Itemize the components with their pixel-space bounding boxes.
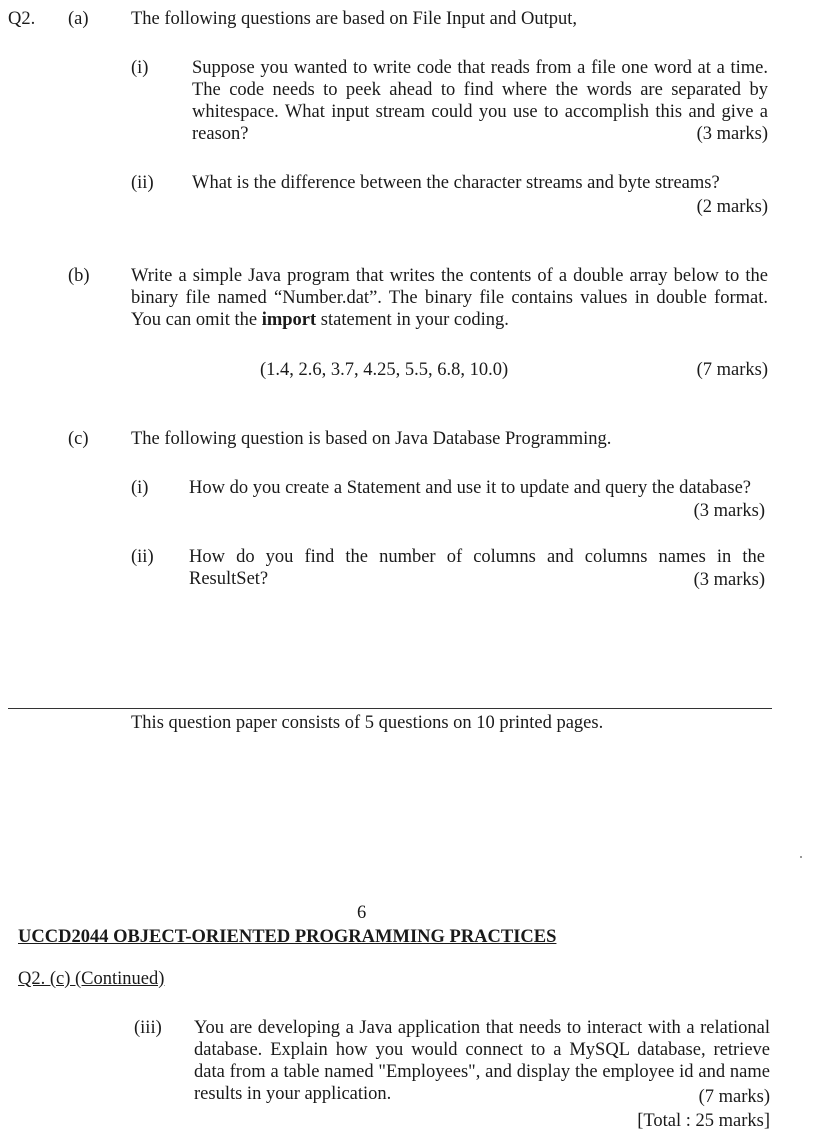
course-header: UCCD2044 OBJECT-ORIENTED PROGRAMMING PRACTICES [18,927,557,947]
part-c-i-marks: (3 marks) [693,501,765,521]
footer-note: This question paper consists of 5 questions on 10 printed pages. [131,713,604,733]
page-number: 6 [357,903,367,923]
part-b-text [131,265,768,331]
part-a-i-marks: (3 marks) [696,124,768,144]
part-c-label: (c) [68,429,89,449]
part-a-ii-text: What is the difference between the character streams and byte streams? [192,173,720,193]
question-number: Q2. [8,9,36,29]
footer-divider [8,708,772,709]
part-b-text-before: Write a simple Java program that writes the contents of a double array below to the binary file named “Number.dat”. The binary file contains values in double format. You can omit the [131,266,768,330]
scan-speck [800,856,802,858]
part-b-marks: (7 marks) [696,360,768,380]
part-c-i-label: (i) [131,478,149,498]
part-a-i-text: Suppose you wanted to write code that reads from a file one word at a time. The code needs to peek ahead to find where the words are separated by whitespace. What input stream could you use to accomplish this and give a reason? [192,58,768,144]
part-c-ii-marks: (3 marks) [693,570,765,590]
part-c-ii-block [189,546,765,590]
total-marks: [Total : 25 marks] [637,1111,770,1131]
part-a-ii-marks: (2 marks) [696,197,768,217]
part-c-iii-marks: (7 marks) [698,1087,770,1107]
continued-heading: Q2. (c) (Continued) [18,969,165,989]
part-c-i-text: How do you create a Statement and use it to update and query the database? [189,478,751,498]
part-c-intro: The following question is based on Java Database Programming. [131,429,612,449]
double-array-values: (1.4, 2.6, 3.7, 4.25, 5.5, 6.8, 10.0) [260,360,509,380]
part-c-ii-label: (ii) [131,547,154,567]
part-b-label: (b) [68,266,90,286]
part-a-intro: The following questions are based on File Input and Output, [131,9,577,29]
part-c-iii-text: You are developing a Java application that needs to interact with a relational database. Explain how you would connect to a MySQL database, retrieve data from a table named "Employees", and display the employee id and name results in your application. [194,1018,770,1104]
part-a-label: (a) [68,9,89,29]
part-c-iii-label: (iii) [134,1018,162,1038]
part-a-i-label: (i) [131,58,149,78]
part-a-i-block [192,57,768,145]
part-c-i-block [189,477,765,499]
part-b-import-keyword: import [261,310,317,330]
part-b-text-after: statement in your coding. [316,310,509,330]
part-c-iii-block [194,1017,770,1105]
part-c-ii-text: How do you find the number of columns and columns names in the ResultSet? [189,547,765,589]
part-a-ii-label: (ii) [131,173,154,193]
